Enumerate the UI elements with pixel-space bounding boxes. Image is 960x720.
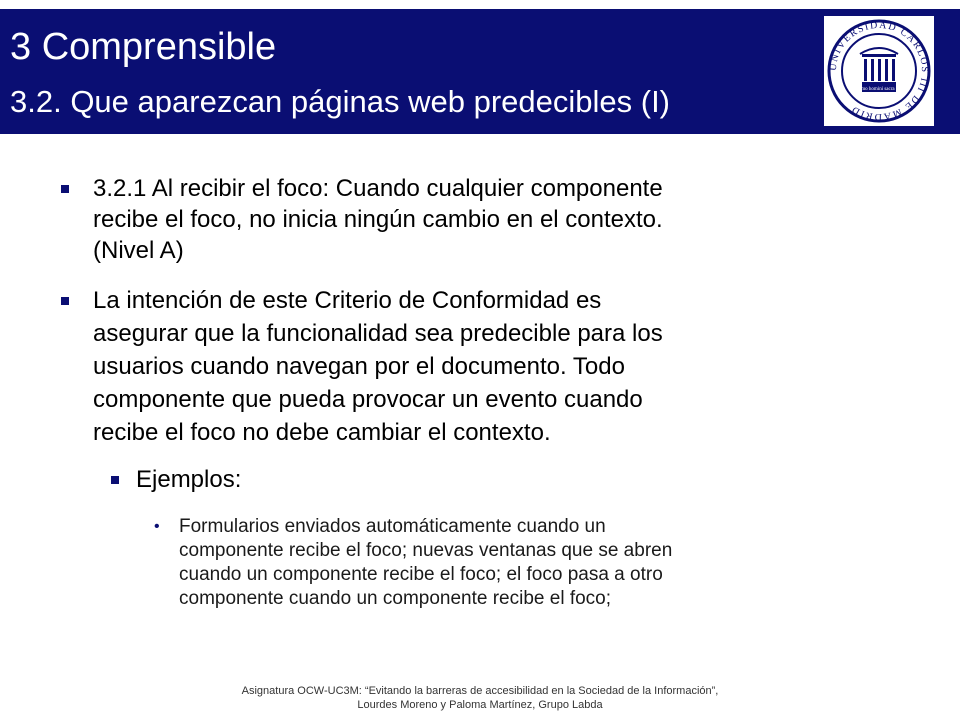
example-line: componente cuando un componente recibe el foco;	[179, 588, 612, 609]
example-line: componente recibe el foco; nuevas ventanas que se abren	[179, 540, 673, 561]
seal-ring-text: UNIVERSIDAD CARLOS III DE MADRID	[827, 19, 931, 123]
square-bullet-icon	[61, 297, 69, 305]
bullet-line: recibe el foco no debe cambiar el contexto.	[93, 419, 551, 446]
dot-bullet-icon: •	[154, 518, 160, 535]
bullet-line: asegurar que la funcionalidad sea predecible para los	[93, 320, 663, 347]
example-line: Formularios enviados automáticamente cuando un	[179, 516, 606, 537]
sub-bullet-text: Ejemplos:	[136, 466, 242, 493]
slide-subtitle: 3.2. Que aparezcan páginas web predecibles (I)	[10, 84, 671, 119]
seal-motto: homo homini sacra res	[856, 87, 902, 92]
footer-line-authors: Lourdes Moreno y Paloma Martínez, Grupo Labda	[357, 699, 603, 711]
bullet-line: recibe el foco, no inicia ningún cambio en el contexto.	[93, 206, 663, 233]
footer-line-course: Asignatura OCW-UC3M: “Evitando la barreras de accesibilidad en la Sociedad de la Información”,	[241, 685, 719, 697]
square-bullet-icon	[61, 185, 69, 193]
slide-footer	[0, 684, 960, 712]
university-logo	[824, 16, 934, 126]
square-bullet-icon	[111, 476, 119, 484]
bullet-line: usuarios cuando navegan por el documento. Todo	[93, 353, 625, 380]
bullet-line: 3.2.1 Al recibir el foco: Cuando cualquier componente	[93, 175, 663, 202]
slide-title: 3 Comprensible	[10, 26, 277, 68]
example-line: cuando un componente recibe el foco; el foco pasa a otro	[179, 564, 663, 585]
bullet-line: (Nivel A)	[93, 237, 184, 264]
bullet-line: componente que pueda provocar un evento cuando	[93, 386, 643, 413]
slide-header	[0, 9, 960, 134]
bullet-line: La intención de este Criterio de Conformidad es	[93, 287, 602, 314]
university-seal-icon	[824, 16, 934, 126]
